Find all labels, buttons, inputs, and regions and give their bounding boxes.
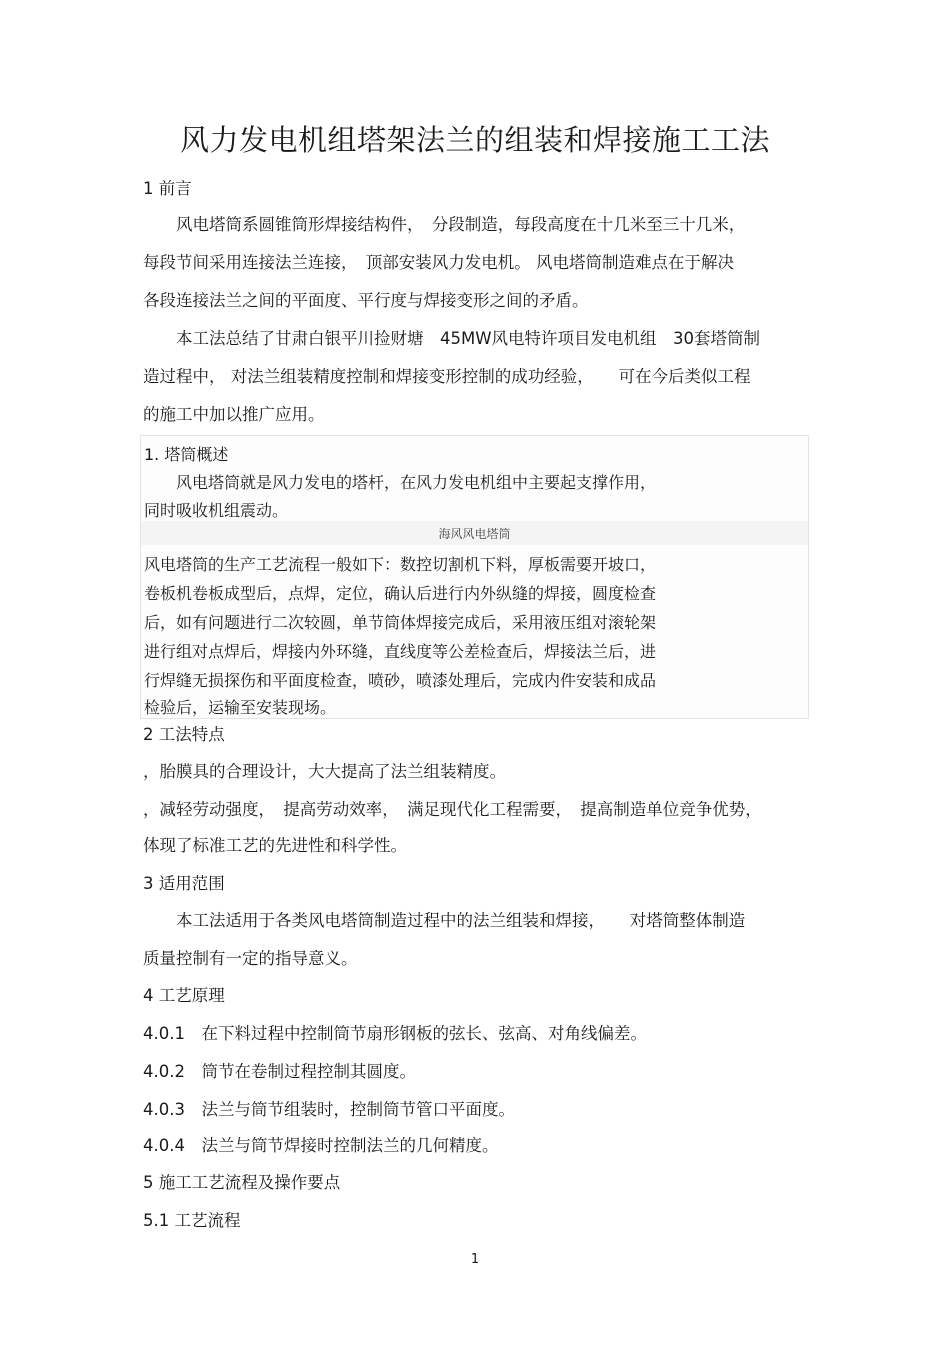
box-line: 风电塔筒的生产工艺流程一般如下：数控切割机下料，厚板需要开坡口， <box>144 555 657 574</box>
image-caption: 海风风电塔筒 <box>438 527 511 541</box>
paragraph-line: ，胎膜具的合理设计，大大提高了法兰组装精度。 <box>143 762 506 781</box>
principle-item: 4.0.1 在下料过程中控制筒节扇形钢板的弦长、弦高、对角线偏差。 <box>143 1024 647 1043</box>
section-heading-preface: 1 前言 <box>143 179 192 198</box>
principle-item: 4.0.2 筒节在卷制过程控制其圆度。 <box>143 1062 416 1081</box>
paragraph-line: 风电塔筒系圆锥筒形焊接结构件， 分段制造，每段高度在十几米至三十几米， <box>143 215 746 234</box>
box-line: 同时吸收机组震动。 <box>144 501 289 520</box>
tower-overview-box <box>140 435 809 719</box>
paragraph-line: 本工法总结了甘肃白银平川捡财塘 45MW风电特许项目发电机组 30套塔筒制 <box>143 329 761 348</box>
box-line: 卷板机卷板成型后，点焊，定位，确认后进行内外纵缝的焊接，圆度检查 <box>144 584 657 603</box>
box-heading: 1. 塔筒概述 <box>144 445 229 464</box>
paragraph-line: 的施工中加以推广应用。 <box>143 405 325 424</box>
subsection-heading: 5.1 工艺流程 <box>143 1211 241 1230</box>
box-line: 后，如有问题进行二次较圆，单节筒体焊接完成后，采用液压组对滚轮架 <box>144 613 657 632</box>
box-line: 进行组对点焊后，焊接内外环缝，直线度等公差检查后，焊接法兰后，进 <box>144 642 657 661</box>
section-heading-scope: 3 适用范围 <box>143 874 225 893</box>
section-heading-features: 2 工法特点 <box>143 725 225 744</box>
paragraph-line: 每段节间采用连接法兰连接， 顶部安装风力发电机。 风电塔筒制造难点在于解决 <box>143 253 734 272</box>
paragraph-line: 体现了标准工艺的先进性和科学性。 <box>143 836 407 855</box>
page-number: 1 <box>470 1252 480 1267</box>
section-heading-principle: 4 工艺原理 <box>143 986 225 1005</box>
paragraph-line: ，减轻劳动强度， 提高劳动效率， 满足现代化工程需要， 提高制造单位竞争优势， <box>143 800 762 819</box>
paragraph-line: 本工法适用于各类风电塔筒制造过程中的法兰组装和焊接， 对塔筒整体制造 <box>143 911 746 930</box>
section-heading-process: 5 施工工艺流程及操作要点 <box>143 1173 341 1192</box>
box-line: 行焊缝无损探伤和平面度检查，喷砂，喷漆处理后，完成内件安装和成品 <box>144 671 657 690</box>
paragraph-line: 各段连接法兰之间的平面度、平行度与焊接变形之间的矛盾。 <box>143 291 589 310</box>
box-line: 检验后，运输至安装现场。 <box>144 698 337 717</box>
principle-item: 4.0.3 法兰与筒节组装时，控制筒节管口平面度。 <box>143 1100 515 1119</box>
box-line: 风电塔筒就是风力发电的塔杆，在风力发电机组中主要起支撑作用， <box>144 473 657 492</box>
principle-item: 4.0.4 法兰与筒节焊接时控制法兰的几何精度。 <box>143 1136 499 1155</box>
page-title: 风力发电机组塔架法兰的组装和焊接施工工法 <box>179 123 770 157</box>
paragraph-line: 质量控制有一定的指导意义。 <box>143 949 358 968</box>
paragraph-line: 造过程中， 对法兰组装精度控制和焊接变形控制的成功经验， 可在今后类似工程 <box>143 367 751 386</box>
